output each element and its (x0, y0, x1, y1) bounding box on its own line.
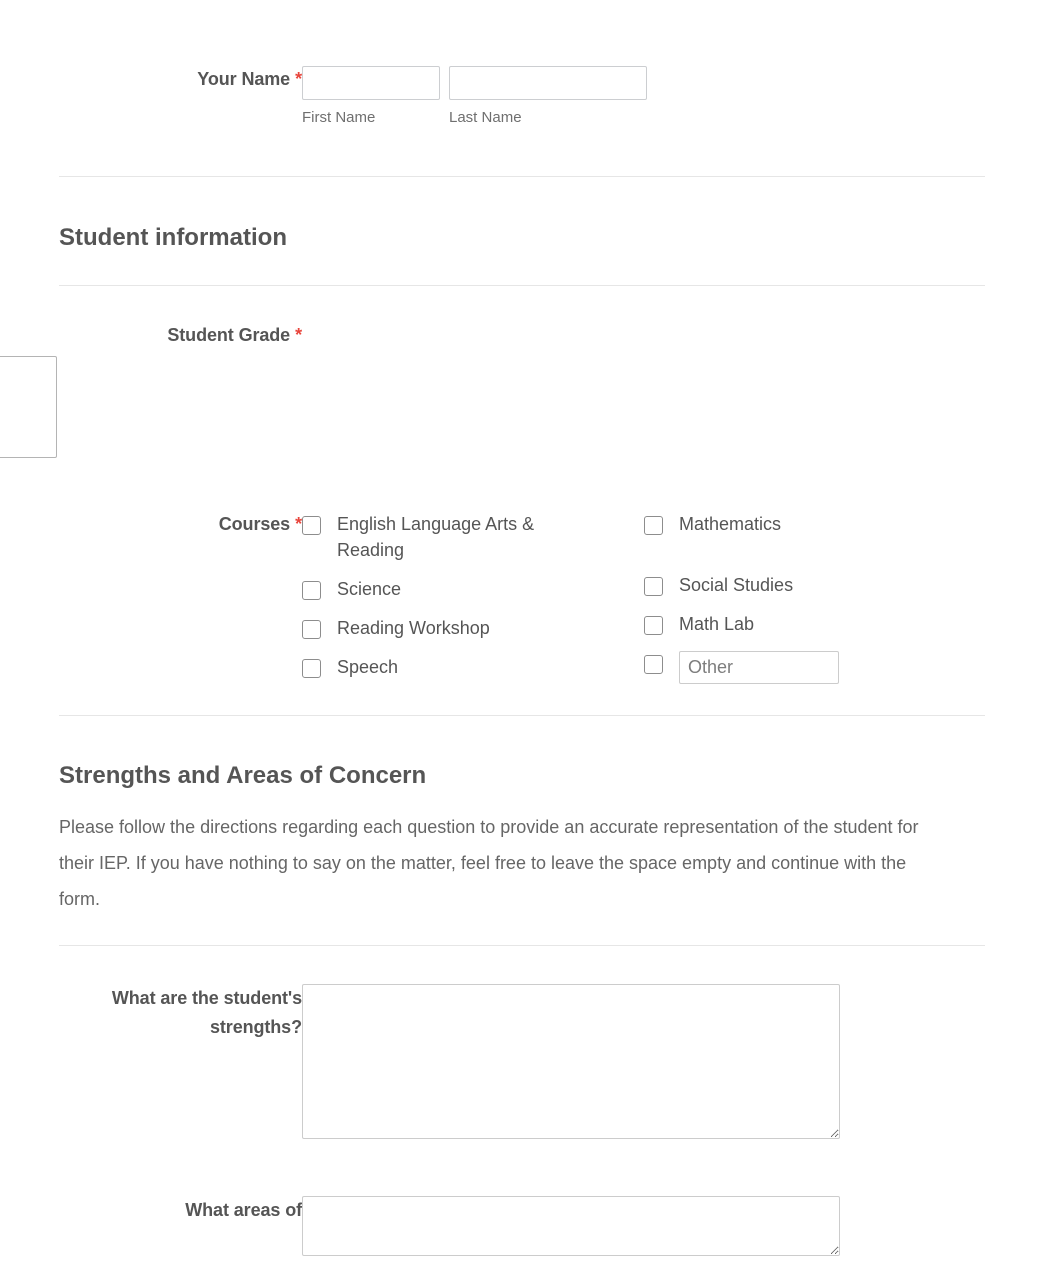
checkbox-icon[interactable] (644, 577, 663, 596)
strengths-label-line1: What are the student's (111, 988, 302, 1008)
checkbox-label: Mathematics (679, 514, 782, 534)
checkbox-item[interactable] (644, 511, 986, 537)
student-grade-field-row (0, 322, 1044, 348)
strengths-label-line2: strengths? (209, 1017, 302, 1037)
section-heading-student-information: Student information (59, 224, 287, 251)
listbox-option[interactable] (0, 383, 56, 407)
checkbox-icon[interactable] (302, 659, 321, 678)
courses-label (59, 511, 302, 537)
last-name-sublabel: Last Name (449, 109, 522, 126)
checkbox-label: Math Lab (679, 614, 755, 634)
concern-textarea-wrap (302, 1196, 985, 1256)
listbox-option[interactable] (0, 359, 56, 383)
student-grade-listbox-row (0, 348, 1044, 458)
strengths-question-label (59, 984, 302, 1042)
concern-question-label (59, 1196, 302, 1225)
courses-label-text: Courses (218, 514, 291, 534)
checkbox-icon[interactable] (302, 581, 321, 600)
checkbox-item[interactable] (302, 615, 644, 641)
first-name-group (302, 66, 440, 127)
listbox-option[interactable] (0, 407, 56, 431)
required-asterisk: * (295, 69, 302, 89)
last-name-input[interactable] (449, 66, 647, 100)
checkbox-item[interactable] (302, 576, 644, 602)
courses-checkbox-grid (302, 511, 986, 697)
your-name-label-text: Your Name (197, 69, 291, 89)
courses-left-column (302, 511, 644, 697)
student-grade-label (59, 322, 302, 348)
strengths-textarea[interactable] (302, 984, 840, 1139)
checkbox-icon[interactable] (302, 620, 321, 639)
student-grade-listbox[interactable] (0, 356, 57, 458)
other-course-input[interactable] (679, 651, 839, 684)
first-name-input[interactable] (302, 66, 440, 100)
checkbox-icon[interactable] (644, 616, 663, 635)
section-description-strengths: Please follow the directions regarding each question to provide an accurate representation of the student for their IEP. If you have nothing to say on the matter, feel free to leave the space empty and continue with the form. (59, 817, 919, 909)
checkbox-label: Speech (337, 657, 399, 677)
checkbox-icon[interactable] (644, 655, 663, 674)
courses-right-column (644, 511, 986, 697)
checkbox-item-other[interactable] (644, 650, 986, 684)
checkbox-label: Science (337, 579, 402, 599)
checkbox-label: Social Studies (679, 575, 794, 595)
student-grade-label-text: Student Grade (167, 325, 291, 345)
last-name-group (449, 66, 647, 127)
strengths-textarea-wrap (302, 984, 985, 1139)
listbox-option[interactable] (0, 431, 56, 455)
first-name-sublabel: First Name (302, 109, 376, 126)
checkbox-item[interactable] (644, 572, 986, 598)
concern-label-line1: What areas of (185, 1200, 302, 1220)
checkbox-item[interactable] (644, 611, 986, 637)
checkbox-icon[interactable] (644, 516, 663, 535)
concern-field-row (0, 1196, 1044, 1256)
required-asterisk: * (295, 325, 302, 345)
your-name-label (59, 66, 302, 92)
required-asterisk: * (295, 514, 302, 534)
checkbox-item[interactable] (302, 511, 644, 563)
checkbox-icon[interactable] (302, 516, 321, 535)
your-name-field-row (0, 0, 1044, 127)
checkbox-label: Reading Workshop (337, 618, 490, 638)
section-heading-strengths: Strengths and Areas of Concern (59, 762, 427, 789)
checkbox-label: English Language Arts & Reading (337, 514, 535, 560)
concern-textarea[interactable] (302, 1196, 840, 1256)
your-name-inputs (302, 66, 985, 127)
courses-field-row (0, 511, 1044, 697)
strengths-field-row (0, 984, 1044, 1139)
checkbox-item[interactable] (302, 654, 644, 680)
